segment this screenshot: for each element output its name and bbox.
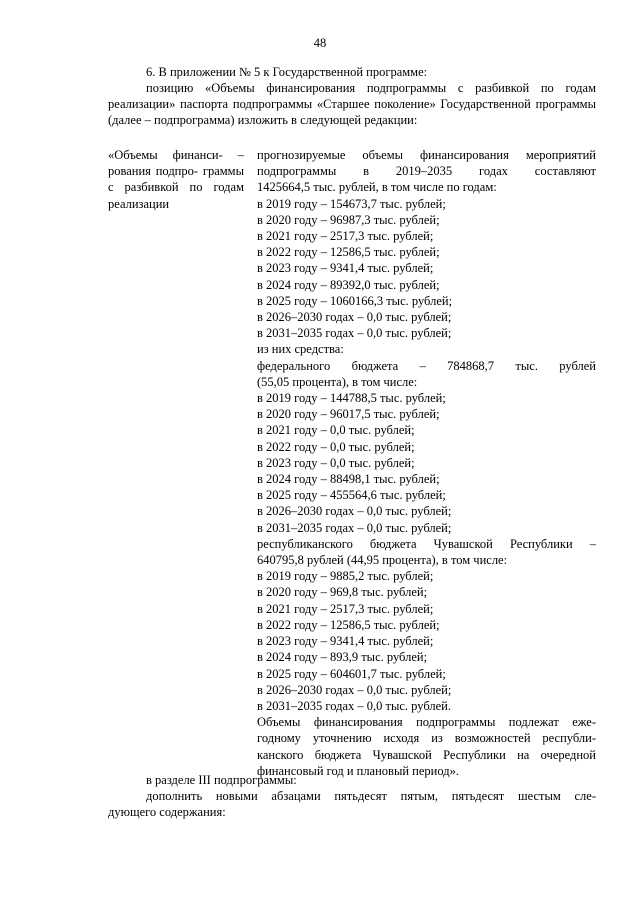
table-line: в 2024 году – 893,9 тыс. рублей; <box>257 650 428 665</box>
page-number: 48 <box>313 36 327 50</box>
table-line: в 2021 году – 2517,3 тыс. рублей; <box>257 229 434 244</box>
table-line: в 2026–2030 годах – 0,0 тыс. рублей; <box>257 682 452 697</box>
table-line: в 2026–2030 годах – 0,0 тыс. рублей; <box>257 310 452 325</box>
table-line: в 2023 году – 9341,4 тыс. рублей; <box>257 261 434 276</box>
table-line: прогнозируемые объемы финансирования мероприятий <box>257 148 596 162</box>
outro-instruction-line2: дующего содержания: <box>108 805 226 819</box>
outro-instruction-line1: дополнить новыми абзацами пятьдесят пятым, пятьдесят шестым сле- <box>146 789 596 803</box>
table-left-label: «Объемы финанси- – рования подпро- граммы с разбивкой по годам реализации <box>108 148 244 211</box>
table-line: в 2031–2035 годах – 0,0 тыс. рублей; <box>257 520 452 535</box>
table-line: финансовый год и плановый период». <box>257 763 459 778</box>
table-line: в 2020 году – 96987,3 тыс. рублей; <box>257 212 440 227</box>
table-line: подпрограммы в 2019–2035 годах составляют <box>257 164 596 179</box>
table-line: в 2022 году – 0,0 тыс. рублей; <box>257 439 415 454</box>
table-line: в 2024 году – 89392,0 тыс. рублей; <box>257 277 440 292</box>
financing-table <box>108 147 596 779</box>
table-line: годному уточнению исходя из возможностей республи- <box>257 731 596 746</box>
table-line: в 2021 году – 0,0 тыс. рублей; <box>257 423 415 438</box>
table-line: в 2031–2035 годах – 0,0 тыс. рублей; <box>257 326 452 341</box>
intro-block <box>108 64 596 128</box>
table-line: в 2019 году – 9885,2 тыс. рублей; <box>257 569 434 584</box>
table-line: в 2020 году – 96017,5 тыс. рублей; <box>257 407 440 422</box>
table-line: в 2025 году – 604601,7 тыс. рублей; <box>257 666 446 681</box>
intro-heading: 6. В приложении № 5 к Государственной программе: <box>146 65 428 79</box>
table-line: федерального бюджета – 784868,7 тыс. рублей <box>257 358 596 373</box>
table-line: в 2022 году – 12586,5 тыс. рублей; <box>257 245 440 260</box>
table-line: 1425664,5 тыс. рублей, в том числе по годам: <box>257 180 497 195</box>
table-line: Объемы финансирования подпрограммы подлежат еже- <box>257 715 596 730</box>
table-line: из них средства: <box>257 342 344 357</box>
outro-section-ref: в разделе III подпрограммы: <box>146 773 297 787</box>
table-line: канского бюджета Чувашской Республики на очередной <box>257 747 596 762</box>
outro-block <box>108 772 596 820</box>
intro-instruction: позицию «Объемы финансирования подпрограммы с разбивкой по годам реализации» паспорта подпрограммы «Старшее поколение» Государственной программы (далее – подпрограмма) изложить в следующей редакции: <box>108 81 596 127</box>
table-line: в 2019 году – 154673,7 тыс. рублей; <box>257 196 446 211</box>
table-line: в 2021 году – 2517,3 тыс. рублей; <box>257 601 434 616</box>
table-line: в 2023 году – 0,0 тыс. рублей; <box>257 455 415 470</box>
table-line: в 2026–2030 годах – 0,0 тыс. рублей; <box>257 504 452 519</box>
table-line: (55,05 процента), в том числе: <box>257 374 418 389</box>
table-line: республиканского бюджета Чувашской Республики – <box>257 536 596 551</box>
table-line: в 2024 году – 88498,1 тыс. рублей; <box>257 472 440 487</box>
table-line: в 2031–2035 годах – 0,0 тыс. рублей. <box>257 698 451 713</box>
table-line: в 2023 году – 9341,4 тыс. рублей; <box>257 634 434 649</box>
table-line: в 2022 году – 12586,5 тыс. рублей; <box>257 617 440 632</box>
table-line: в 2025 году – 455564,6 тыс. рублей; <box>257 488 446 503</box>
table-line: 640795,8 рублей (44,95 процента), в том числе: <box>257 553 508 568</box>
table-right-content <box>257 147 596 779</box>
table-line: в 2019 году – 144788,5 тыс. рублей; <box>257 391 446 406</box>
table-line: в 2025 году – 1060166,3 тыс. рублей; <box>257 293 453 308</box>
table-line: в 2020 году – 969,8 тыс. рублей; <box>257 585 428 600</box>
